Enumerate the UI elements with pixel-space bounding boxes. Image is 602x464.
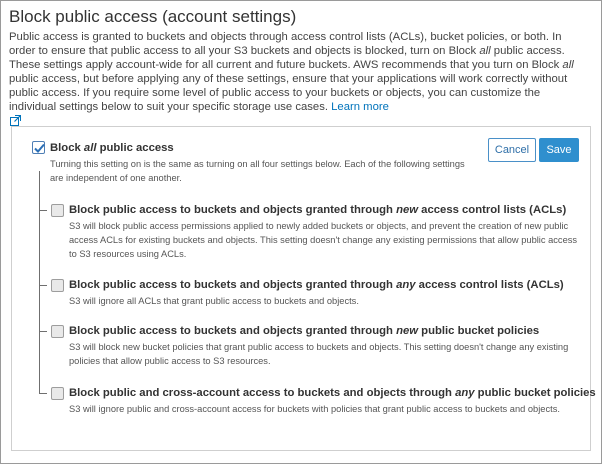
intro-paragraph [9,30,589,130]
option-label-em: any [396,279,416,291]
block-any-acls-description: S3 will ignore all ACLs that grant public access to buckets and objects. [69,296,359,306]
option-label-pre: Block public access to buckets and objects granted through [69,204,397,216]
block-any-acls-label[interactable] [69,279,564,291]
block-all-label-post: public access [96,142,174,154]
block-all-description: Turning this setting on is the same as turning on all four settings below. Each of the following settings are independent of one another. [50,159,465,183]
block-any-policies-checkbox[interactable] [51,387,64,400]
option-label-post: public bucket policies [474,387,596,399]
block-public-access-panel [11,126,596,451]
tree-branch [39,285,47,286]
option-label-em: new [396,204,419,216]
block-new-policies-label[interactable] [69,325,539,337]
option-label-post: access control lists (ACLs) [418,204,567,216]
block-new-acls-description: S3 will block public access permissions applied to newly added buckets or objects, and prevent the creation of new public access ACLs for existing buckets and objects. This setting doesn't change any existing permissions that allow public access to S3 resources using ACLs. [69,221,578,259]
intro-em-1: all [479,45,491,57]
checkmark-icon [33,142,46,155]
block-new-policies-description: S3 will block new bucket policies that grant public access to buckets and objects. This setting doesn't change any existing policies that allow public access to S3 resources. [69,342,569,366]
intro-text-2: public access. These settings apply account-wide for all current and future buckets. AWS recommends that you turn on Block [9,45,565,71]
option-label-pre: Block public access to buckets and objects granted through [69,325,397,337]
intro-em-2: all [562,59,574,71]
tree-branch [39,210,47,211]
option-label-pre: Block public and cross-account access to buckets and objects through [69,387,456,399]
option-label-em: new [396,325,419,337]
option-label-em: any [455,387,475,399]
block-all-label-pre: Block [50,142,84,154]
block-new-policies-checkbox[interactable] [51,325,64,338]
cancel-button[interactable]: Cancel [488,138,536,162]
tree-connector [39,171,40,393]
option-label-post: public bucket policies [418,325,540,337]
block-any-policies-label[interactable] [69,387,596,399]
block-all-label-em: all [83,142,97,154]
block-new-acls-checkbox[interactable] [51,204,64,217]
intro-text-1: Public access is granted to buckets and objects through access control lists (ACLs), bucket policies, or both. In order to ensure that public access to all your S3 buckets and objects is blocked, turn on Block [9,31,562,57]
option-label-post: access control lists (ACLs) [415,279,564,291]
intro-text-3: public access, but before applying any of these settings, ensure that your applications will work correctly without public access. If you require some level of public access to your buckets or objects, you can customize the individual settings below to suit your specific storage use cases. [9,73,568,113]
option-label-pre: Block public access to buckets and objects granted through [69,279,397,291]
save-button[interactable]: Save [539,138,579,162]
tree-branch [39,331,47,332]
block-all-checkbox[interactable] [32,141,45,154]
block-new-acls-label[interactable] [69,204,566,216]
block-any-policies-description: S3 will ignore public and cross-account access for buckets with policies that grant public access to buckets and objects. [69,404,560,414]
page-title: Block public access (account settings) [9,7,297,26]
learn-more-link[interactable]: Learn more [331,101,389,113]
block-all-label[interactable] [50,142,174,154]
tree-branch [39,393,47,394]
block-any-acls-checkbox[interactable] [51,279,64,292]
